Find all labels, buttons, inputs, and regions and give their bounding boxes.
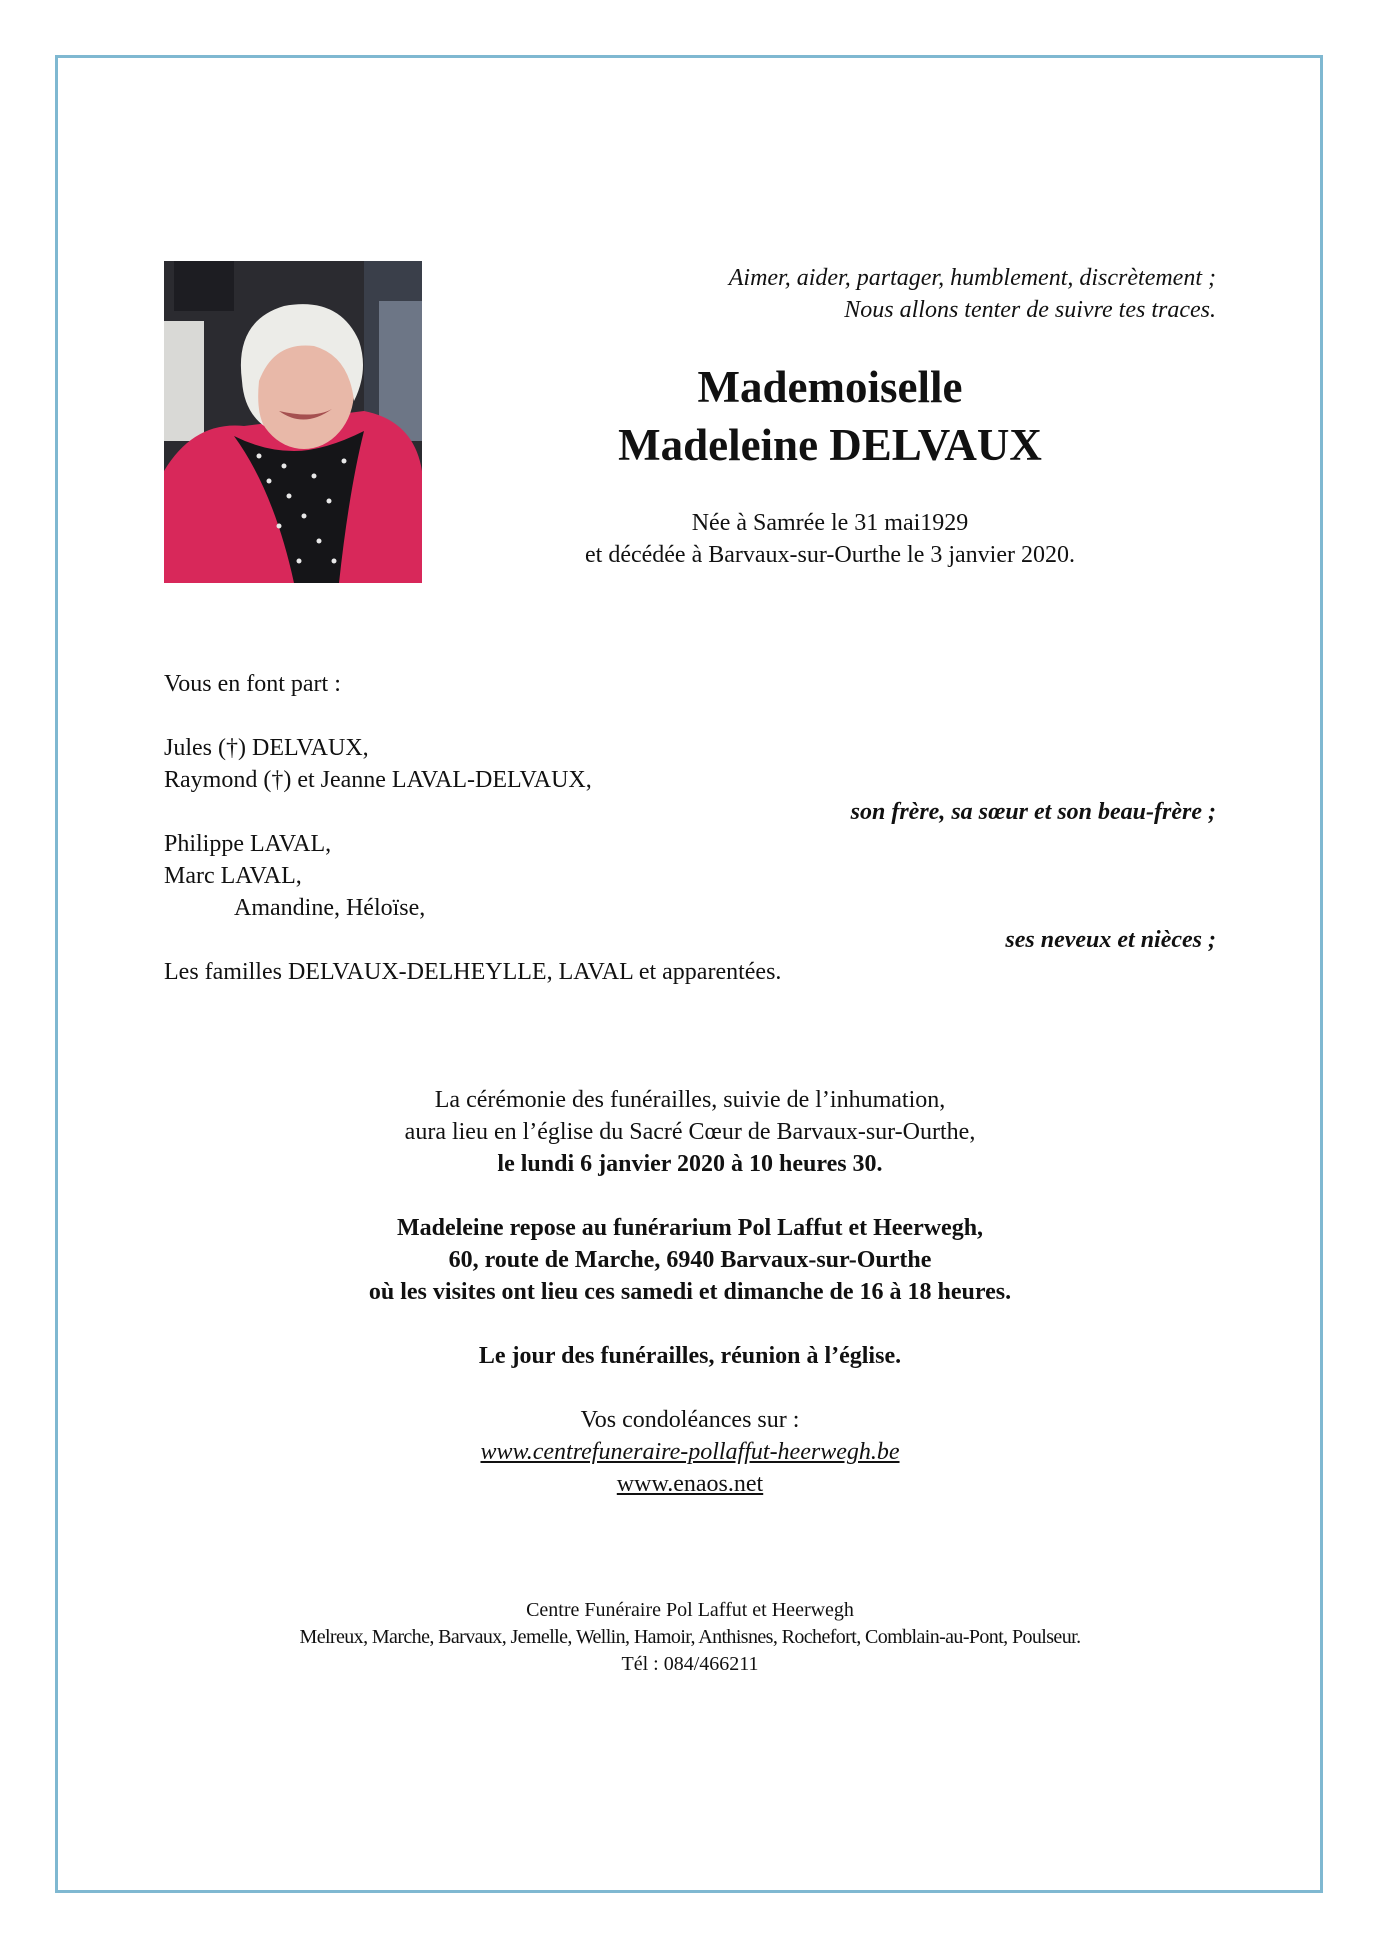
family-member: Jules (†) DELVAUX,: [164, 735, 369, 761]
ceremony-line: La cérémonie des funérailles, suivie de l’inhumation,: [434, 1087, 946, 1113]
footer-locations: Melreux, Marche, Barvaux, Jemelle, Wellin, Hamoir, Anthisnes, Rochefort, Comblain-au-Pont, Poulseur.: [299, 1626, 1081, 1648]
life-dates: [480, 507, 1180, 571]
epigraph-line-2: Nous allons tenter de suivre tes traces.: [844, 297, 1216, 323]
footer-phone: Tél : 084/466211: [621, 1653, 759, 1675]
epigraph-line-1: Aimer, aider, partager, humblement, discrètement ;: [728, 265, 1216, 291]
relation-label: son frère, sa sœur et son beau-frère ;: [850, 799, 1216, 825]
birth-line: Née à Samrée le 31 mai1929: [691, 510, 969, 536]
funeral-home-address: 60, route de Marche, 6940 Barvaux-sur-Ourthe: [448, 1247, 932, 1273]
funeral-home-website-link[interactable]: www.centrefuneraire-pollaffut-heerwegh.be: [480, 1439, 900, 1465]
ceremony-datetime: le lundi 6 janvier 2020 à 10 heures 30.: [497, 1151, 883, 1177]
condolences-label: Vos condoléances sur :: [580, 1407, 800, 1433]
ceremony-details: [164, 1084, 1216, 1500]
announcement-intro: Vous en font part :: [164, 671, 341, 697]
family-member: Philippe LAVAL,: [164, 831, 332, 857]
funeral-home-line: Madeleine repose au funérarium Pol Laffut et Heerwegh,: [396, 1215, 984, 1241]
death-line: et décédée à Barvaux-sur-Ourthe le 3 janvier 2020.: [585, 542, 1075, 568]
families-line: Les familles DELVAUX-DELHEYLLE, LAVAL et apparentées.: [164, 959, 782, 985]
meeting-note: Le jour des funérailles, réunion à l’église.: [478, 1343, 902, 1369]
deceased-name-heading: [480, 358, 1180, 474]
family-announcement: [164, 668, 1216, 988]
deceased-name: Madeleine DELVAUX: [618, 420, 1042, 470]
footer-company: Centre Funéraire Pol Laffut et Heerwegh: [526, 1599, 854, 1621]
family-member: Amandine, Héloïse,: [234, 895, 426, 921]
epigraph: [729, 262, 1216, 326]
family-member: Raymond (†) et Jeanne LAVAL-DELVAUX,: [164, 767, 592, 793]
ceremony-line: aura lieu en l’église du Sacré Cœur de Barvaux-sur-Ourthe,: [404, 1119, 976, 1145]
footer: [164, 1597, 1216, 1678]
enaos-website-link[interactable]: www.enaos.net: [616, 1471, 764, 1497]
visiting-hours: où les visites ont lieu ces samedi et dimanche de 16 à 18 heures.: [368, 1279, 1012, 1305]
honorific: Mademoiselle: [697, 362, 963, 412]
family-member: Marc LAVAL,: [164, 863, 302, 889]
portrait-photo: [164, 261, 422, 583]
relation-label: ses neveux et nièces ;: [1005, 927, 1216, 953]
